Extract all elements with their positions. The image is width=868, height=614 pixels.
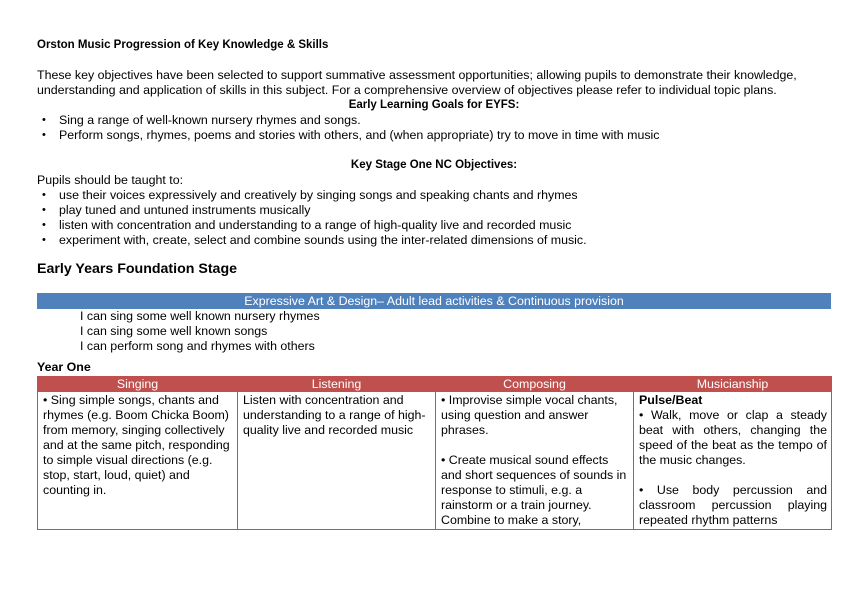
eyfs-statement: I can sing some well known nursery rhymes: [80, 309, 320, 323]
list-item: • experiment with, create, select and combine sounds using the inter-related dimensions of music.: [37, 233, 831, 248]
musicianship-point: • Use body percussion and classroom percussion playing repeated rhythm patterns: [639, 483, 827, 527]
composing-point: • Improvise simple vocal chants, using question and answer phrases.: [441, 393, 618, 437]
musicianship-point: • Walk, move or clap a steady beat with others, changing the speed of the beat as the tempo of the music changes.: [639, 408, 827, 467]
year-one-table: [37, 376, 832, 530]
listening-cell: Listen with concentration and understanding to a range of high-quality live and recorded music: [238, 392, 436, 530]
eyfs-banner: Expressive Art & Design– Adult lead activities & Continuous provision: [37, 293, 831, 309]
column-header-composing: Composing: [436, 377, 634, 392]
eyfs-stage-heading: Early Years Foundation Stage: [37, 261, 238, 277]
eyfs-goals-heading: Early Learning Goals for EYFS:: [348, 99, 520, 111]
ks1-lead: Pupils should be taught to:: [37, 173, 184, 187]
list-item: • Perform songs, rhymes, poems and stories with others, and (when appropriate) try to move in time with music: [37, 128, 831, 143]
list-item: • listen with concentration and understanding to a range of high-quality live and recorded music: [37, 218, 831, 233]
composing-cell: [436, 392, 634, 530]
list-item: • use their voices expressively and creatively by singing songs and speaking chants and rhymes: [37, 188, 831, 203]
document-page: [37, 38, 831, 530]
column-header-listening: Listening: [238, 377, 436, 392]
composing-point: • Create musical sound effects and short sequences of sounds in response to stimuli, e.g. a rainstorm or a train journey. Combine to make a story,: [441, 453, 627, 527]
document-title: Orston Music Progression of Key Knowledge & Skills: [37, 39, 329, 51]
table-row: [38, 392, 832, 530]
column-header-musicianship: Musicianship: [634, 377, 832, 392]
ks1-heading: Key Stage One NC Objectives:: [350, 159, 518, 171]
intro-paragraph: These key objectives have been selected to support summative assessment opportunities; allowing pupils to demonstrate their knowledge, understanding and application of skills in this subject. For a comprehensive overview of objectives please refer to individual topic plans.: [37, 68, 797, 97]
musicianship-cell: [634, 392, 832, 530]
ks1-objectives-list: [37, 188, 831, 248]
year-one-title: Year One: [37, 360, 91, 374]
eyfs-statement: I can sing some well known songs: [80, 324, 268, 338]
eyfs-goals-list: [37, 113, 831, 143]
eyfs-statement: I can perform song and rhymes with others: [80, 339, 315, 353]
eyfs-statements: [37, 309, 831, 354]
table-header-row: [38, 377, 832, 392]
list-item: • Sing a range of well-known nursery rhymes and songs.: [37, 113, 831, 128]
singing-cell: • Sing simple songs, chants and rhymes (e.g. Boom Chicka Boom) from memory, singing collectively and at the same pitch, responding to simple visual directions (e.g. stop, start, loud, quiet) and counting in.: [38, 392, 238, 530]
column-header-singing: Singing: [38, 377, 238, 392]
pulse-beat-subheading: Pulse/Beat: [639, 393, 703, 407]
list-item: • play tuned and untuned instruments musically: [37, 203, 831, 218]
